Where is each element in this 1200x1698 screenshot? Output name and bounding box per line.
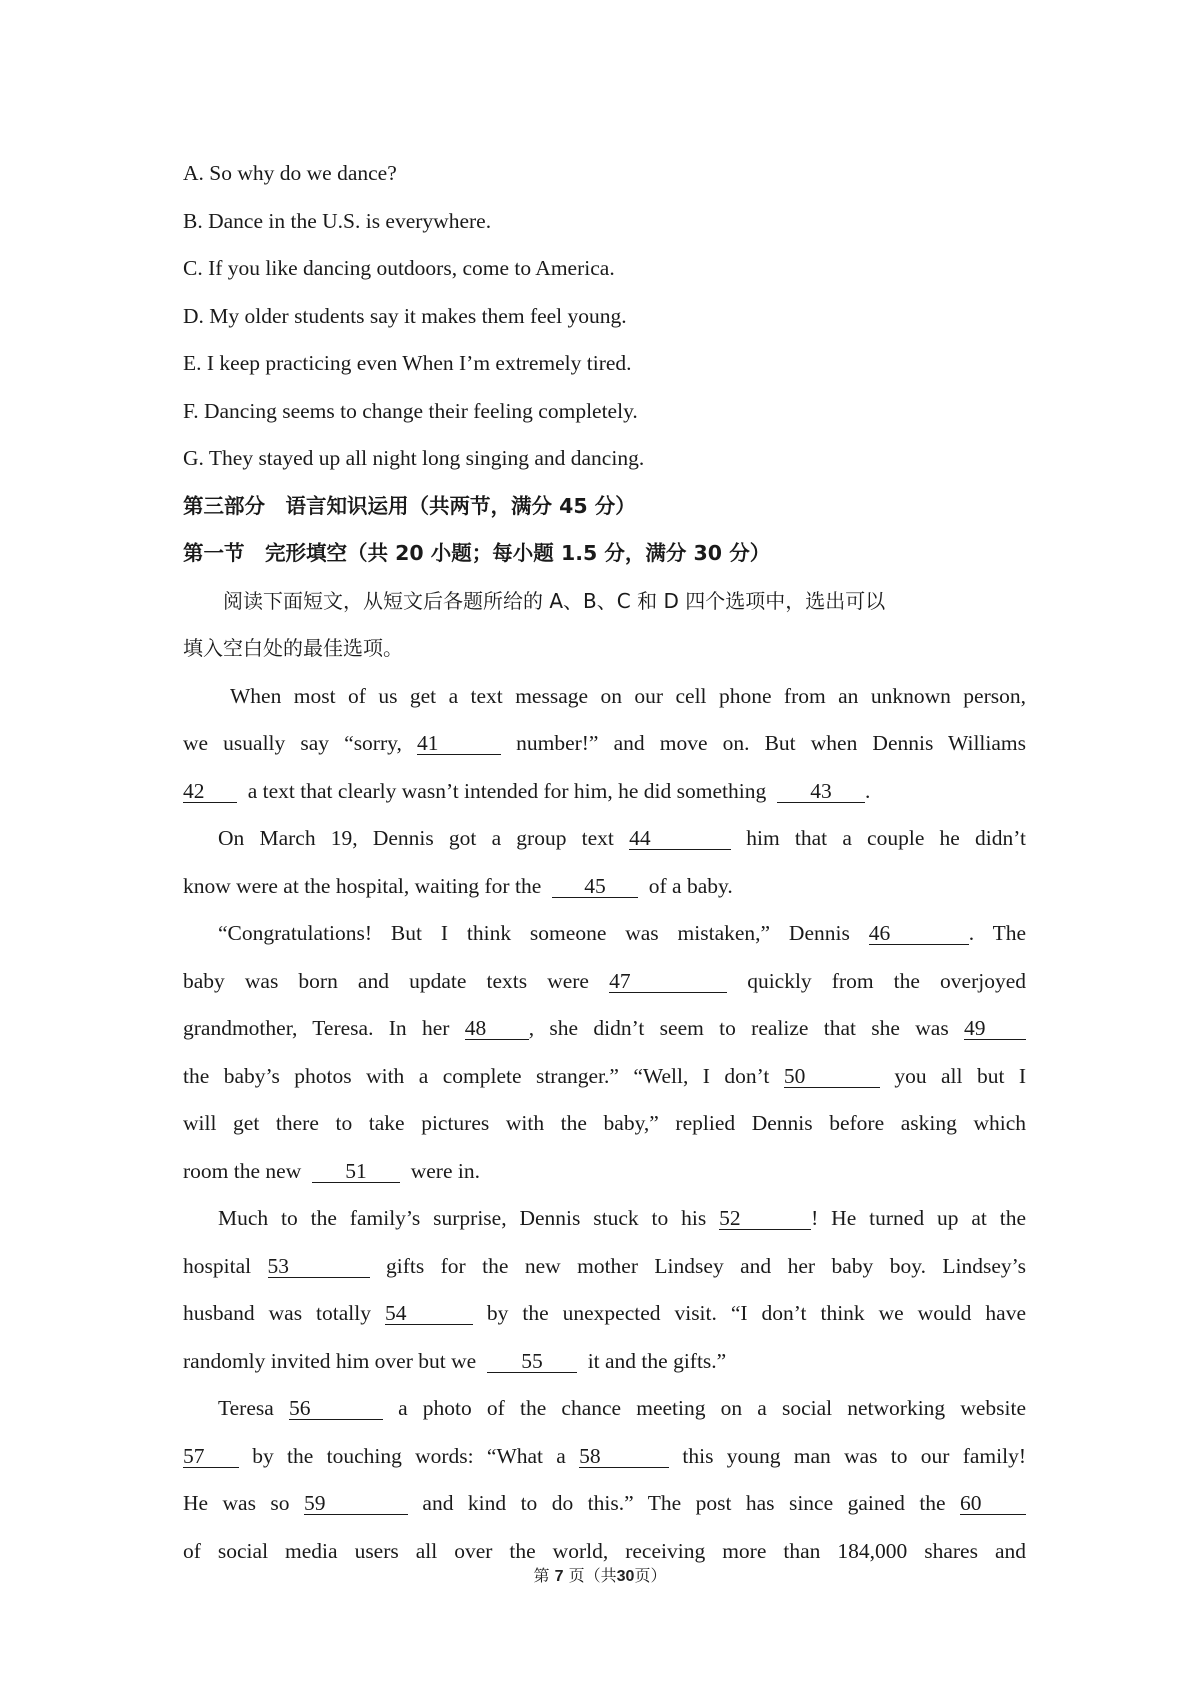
exam-page [183,150,1026,1575]
footer-text: 第 [533,1566,550,1585]
option-b: B. Dance in the U.S. is everywhere. [183,208,492,233]
blank-41[interactable]: 41 [417,732,501,755]
passage-line: know were at the hospital, waiting for the 45 of a baby. [183,873,733,898]
instructions-line-1: 阅读下面短文，从短文后各题所给的 A、B、C 和 D 四个选项中，选出可以 [223,588,886,613]
passage-line: we usually say “sorry, 41 number!” and move on. But when Dennis Williams [183,731,1027,755]
passage-line: Teresa 56 a photo of the chance meeting on a social networking website [218,1396,1027,1420]
subsection-heading: 第一节 完形填空（共 20 小题；每小题 1.5 分，满分 30 分） [183,541,771,565]
blank-59[interactable]: 59 [304,1492,408,1515]
footer-text: 页） [634,1566,667,1585]
passage-line: husband was totally 54 by the unexpected visit. “I don’t think we would have [183,1301,1026,1325]
passage-line: will get there to take pictures with the baby,” replied Dennis before asking which [183,1111,1026,1135]
option-a: A. So why do we dance? [183,161,397,185]
blank-57[interactable]: 57 [183,1445,239,1468]
blank-51[interactable]: 51 [312,1160,400,1183]
passage-line: “Congratulations! But I think someone was mistaken,” Dennis 46 . The [218,921,1027,945]
option-e: E. I keep practicing even When I’m extremely tired. [183,351,632,375]
blank-46[interactable]: 46 [869,922,969,945]
passage-line: the baby’s photos with a complete stranger.” “Well, I don’t 50 you all but I [183,1063,1027,1088]
blank-56[interactable]: 56 [289,1397,383,1420]
passage-line: On March 19, Dennis got a group text 44 him that a couple he didn’t [218,826,1026,850]
blank-45[interactable]: 45 [552,875,638,898]
blank-49[interactable]: 49 [964,1017,1026,1040]
instructions-line-2: 填入空白处的最佳选项。 [183,636,403,660]
blank-52[interactable]: 52 [719,1207,811,1230]
passage-line: room the new 51 were in. [183,1158,480,1183]
blank-47[interactable]: 47 [609,970,727,993]
page-footer [0,1563,1200,1586]
passage-line: Much to the family’s surprise, Dennis stuck to his 52 ! He turned up at the [218,1206,1027,1230]
option-f: F. Dancing seems to change their feeling completely. [183,398,638,423]
passage-line: He was so 59 and kind to do this.” The post has since gained the 60 [183,1480,1026,1528]
option-d: D. My older students say it makes them feel young. [183,303,627,328]
blank-55[interactable]: 55 [487,1350,577,1373]
blank-48[interactable]: 48 [465,1017,529,1040]
passage-line: 57 by the touching words: “What a 58 this young man was to our family! [183,1443,1026,1468]
blank-44[interactable]: 44 [629,827,731,850]
blank-43[interactable]: 43 [777,780,865,803]
passage-line: 42 a text that clearly wasn’t intended for him, he did something 43 . [183,778,871,803]
blank-60[interactable]: 60 [960,1492,1026,1515]
blank-50[interactable]: 50 [784,1065,880,1088]
passage-line: baby was born and update texts were 47 quickly from the overjoyed [183,968,1027,993]
passage-line: hospital 53 gifts for the new mother Lindsey and her baby boy. Lindsey’s [183,1253,1026,1278]
blank-53[interactable]: 53 [268,1255,370,1278]
passage-line: When most of us get a text message on our cell phone from an unknown person, [230,683,1026,708]
option-g: G. They stayed up all night long singing and dancing. [183,446,645,470]
blank-42[interactable]: 42 [183,780,237,803]
page-total: 30 [616,1568,635,1585]
passage-line: of social media users all over the world, receiving more than 184,000 shares and [183,1538,1026,1563]
passage-line: randomly invited him over but we 55 it and the gifts.” [183,1348,727,1373]
page-number: 7 [554,1568,564,1585]
passage-line: grandmother, Teresa. In her 48 , she didn’t seem to realize that she was 49 [183,1005,1026,1053]
blank-58[interactable]: 58 [579,1445,669,1468]
blank-54[interactable]: 54 [385,1302,473,1325]
section-heading: 第三部分 语言知识运用（共两节，满分 45 分） [183,493,636,518]
option-c: C. If you like dancing outdoors, come to America. [183,256,615,280]
footer-text: 页（共 [568,1566,617,1585]
